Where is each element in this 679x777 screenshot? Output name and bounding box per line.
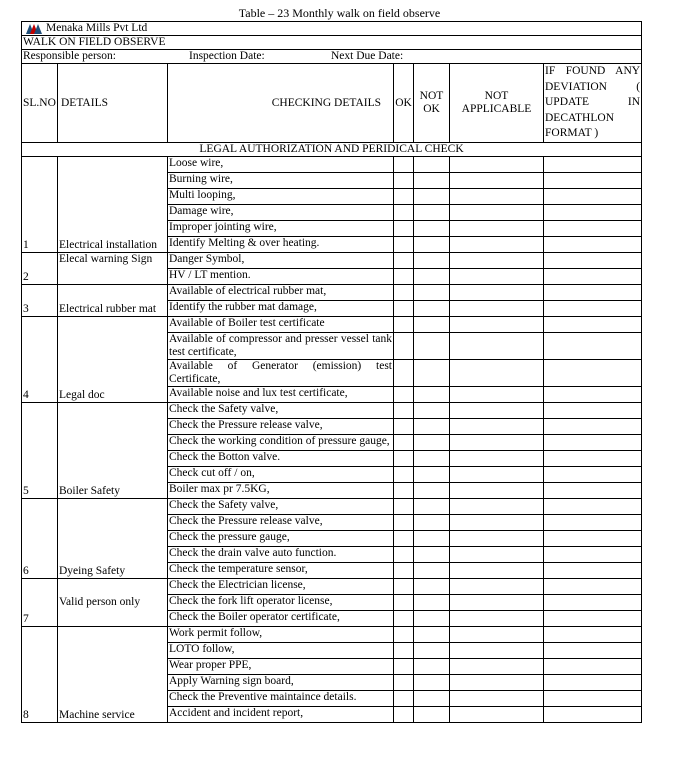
deviation-cell[interactable]	[544, 285, 642, 301]
table-row	[22, 317, 642, 333]
not-ok-cell[interactable]	[414, 515, 450, 531]
ok-cell[interactable]	[394, 173, 414, 189]
deviation-cell[interactable]	[544, 301, 642, 317]
checking-detail: Check the Botton valve.	[168, 451, 394, 467]
ok-cell[interactable]	[394, 285, 414, 301]
not-applicable-cell[interactable]	[450, 221, 544, 237]
deviation-cell[interactable]	[544, 483, 642, 499]
checking-detail: Check the Boiler operator certificate,	[168, 611, 394, 627]
detail-label: Electrical rubber mat	[58, 285, 168, 317]
serial-number: 5	[22, 403, 58, 499]
not-applicable-cell[interactable]	[450, 451, 544, 467]
deviation-cell[interactable]	[544, 403, 642, 419]
not-applicable-cell[interactable]	[450, 499, 544, 515]
table-row	[22, 253, 642, 269]
deviation-cell[interactable]	[544, 579, 642, 595]
not-applicable-cell[interactable]	[450, 579, 544, 595]
ok-cell[interactable]	[394, 467, 414, 483]
not-ok-cell[interactable]	[414, 675, 450, 691]
checking-detail: Wear proper PPE,	[168, 659, 394, 675]
checking-detail: Check the Pressure release valve,	[168, 515, 394, 531]
ok-cell[interactable]	[394, 403, 414, 419]
deviation-cell[interactable]	[544, 611, 642, 627]
not-applicable-cell[interactable]	[450, 691, 544, 707]
not-ok-cell[interactable]	[414, 435, 450, 451]
not-ok-cell[interactable]	[414, 451, 450, 467]
deviation-cell[interactable]	[544, 451, 642, 467]
deviation-cell[interactable]	[544, 563, 642, 579]
not-applicable-cell[interactable]	[450, 285, 544, 301]
deviation-cell[interactable]	[544, 627, 642, 643]
deviation-cell[interactable]	[544, 173, 642, 189]
detail-label: Elecal warning Sign	[58, 253, 168, 285]
col-header-slno: SL.NO	[22, 64, 58, 143]
not-applicable-cell[interactable]	[450, 435, 544, 451]
deviation-cell[interactable]	[544, 157, 642, 173]
next-due-date-field[interactable]: Next Due Date:	[331, 50, 404, 62]
not-applicable-cell[interactable]	[450, 595, 544, 611]
ok-cell[interactable]	[394, 579, 414, 595]
ok-cell[interactable]	[394, 627, 414, 643]
checking-detail: Check the drain valve auto function.	[168, 547, 394, 563]
deviation-cell[interactable]	[544, 360, 642, 387]
checking-detail: Burning wire,	[168, 173, 394, 189]
serial-number: 6	[22, 499, 58, 579]
not-applicable-cell[interactable]	[450, 403, 544, 419]
checking-detail: Apply Warning sign board,	[168, 675, 394, 691]
ok-cell[interactable]	[394, 675, 414, 691]
not-applicable-cell[interactable]	[450, 173, 544, 189]
not-applicable-cell[interactable]	[450, 419, 544, 435]
not-applicable-cell[interactable]	[450, 301, 544, 317]
table-row	[22, 499, 642, 515]
ok-cell[interactable]	[394, 515, 414, 531]
ok-cell[interactable]	[394, 643, 414, 659]
not-applicable-cell[interactable]	[450, 157, 544, 173]
checking-detail: Check the working condition of pressure gauge,	[168, 435, 394, 451]
not-applicable-cell[interactable]	[450, 317, 544, 333]
deviation-cell[interactable]	[544, 595, 642, 611]
detail-label: Machine service	[58, 627, 168, 723]
section-heading: LEGAL AUTHORIZATION AND PERIDICAL CHECK	[22, 143, 642, 157]
col-header-checking: CHECKING DETAILS	[168, 64, 394, 143]
checking-detail: Damage wire,	[168, 205, 394, 221]
company-cell	[22, 22, 642, 36]
checking-detail: Check the pressure gauge,	[168, 531, 394, 547]
deviation-cell[interactable]	[544, 221, 642, 237]
checking-detail: Boiler max pr 7.5KG,	[168, 483, 394, 499]
ok-cell[interactable]	[394, 451, 414, 467]
not-applicable-cell[interactable]	[450, 515, 544, 531]
deviation-cell[interactable]	[544, 531, 642, 547]
checking-detail: Check the fork lift operator license,	[168, 595, 394, 611]
deviation-cell[interactable]	[544, 189, 642, 205]
not-applicable-cell[interactable]	[450, 547, 544, 563]
serial-number: 2	[22, 253, 58, 285]
not-applicable-cell[interactable]	[450, 387, 544, 403]
ok-cell[interactable]	[394, 301, 414, 317]
not-ok-cell[interactable]	[414, 189, 450, 205]
not-ok-cell[interactable]	[414, 360, 450, 387]
table-row	[22, 579, 642, 595]
checking-detail: Identify Melting & over heating.	[168, 237, 394, 253]
checking-detail: Identify the rubber mat damage,	[168, 301, 394, 317]
not-applicable-cell[interactable]	[450, 269, 544, 285]
checking-detail: Available noise and lux test certificate,	[168, 387, 394, 403]
col-header-ok: OK	[394, 64, 414, 143]
deviation-cell[interactable]	[544, 691, 642, 707]
checking-detail: Check the Preventive maintaince details.	[168, 691, 394, 707]
detail-label: Dyeing Safety	[58, 499, 168, 579]
responsible-person-field[interactable]: Responsible person:	[23, 50, 116, 62]
deviation-cell[interactable]	[544, 547, 642, 563]
ok-cell[interactable]	[394, 360, 414, 387]
not-applicable-cell[interactable]	[450, 189, 544, 205]
table-caption: Table – 23 Monthly walk on field observe	[238, 6, 441, 20]
not-ok-cell[interactable]	[414, 419, 450, 435]
not-ok-cell[interactable]	[414, 285, 450, 301]
not-ok-cell[interactable]	[414, 205, 450, 221]
ok-cell[interactable]	[394, 707, 414, 723]
not-ok-cell[interactable]	[414, 483, 450, 499]
not-ok-cell[interactable]	[414, 221, 450, 237]
not-ok-cell[interactable]	[414, 659, 450, 675]
not-applicable-cell[interactable]	[450, 643, 544, 659]
ok-cell[interactable]	[394, 253, 414, 269]
deviation-cell[interactable]	[544, 707, 642, 723]
ok-cell[interactable]	[394, 595, 414, 611]
not-applicable-cell[interactable]	[450, 333, 544, 360]
checking-detail: Loose wire,	[168, 157, 394, 173]
company-logo-icon	[26, 24, 42, 34]
not-ok-cell[interactable]	[414, 643, 450, 659]
not-ok-cell[interactable]	[414, 333, 450, 360]
checking-detail: Check the Safety valve,	[168, 403, 394, 419]
not-ok-cell[interactable]	[414, 237, 450, 253]
deviation-cell[interactable]	[544, 387, 642, 403]
serial-number: 4	[22, 317, 58, 403]
not-ok-cell[interactable]	[414, 157, 450, 173]
not-ok-cell[interactable]	[414, 595, 450, 611]
col-header-details: DETAILS	[58, 64, 168, 143]
not-ok-cell[interactable]	[414, 467, 450, 483]
checking-detail: Available of Boiler test certificate	[168, 317, 394, 333]
checking-detail: Work permit follow,	[168, 627, 394, 643]
not-applicable-cell[interactable]	[450, 563, 544, 579]
not-applicable-cell[interactable]	[450, 659, 544, 675]
not-ok-cell[interactable]	[414, 707, 450, 723]
deviation-cell[interactable]	[544, 253, 642, 269]
not-ok-cell[interactable]	[414, 547, 450, 563]
deviation-cell[interactable]	[544, 205, 642, 221]
detail-label: Boiler Safety	[58, 403, 168, 499]
detail-label: Electrical installation	[58, 157, 168, 253]
ok-cell[interactable]	[394, 387, 414, 403]
table-row	[22, 403, 642, 419]
deviation-cell[interactable]	[544, 659, 642, 675]
not-applicable-cell[interactable]	[450, 360, 544, 387]
not-applicable-cell[interactable]	[450, 611, 544, 627]
deviation-cell[interactable]	[544, 675, 642, 691]
deviation-cell[interactable]	[544, 499, 642, 515]
company-name: Menaka Mills Pvt Ltd	[46, 22, 148, 34]
not-ok-cell[interactable]	[414, 579, 450, 595]
deviation-cell[interactable]	[544, 333, 642, 360]
ok-cell[interactable]	[394, 419, 414, 435]
not-ok-cell[interactable]	[414, 317, 450, 333]
ok-cell[interactable]	[394, 221, 414, 237]
not-applicable-cell[interactable]	[450, 237, 544, 253]
not-ok-cell[interactable]	[414, 387, 450, 403]
table-row	[22, 285, 642, 301]
checking-detail: Improper jointing wire,	[168, 221, 394, 237]
ok-cell[interactable]	[394, 269, 414, 285]
detail-label: Valid person only	[58, 579, 168, 627]
ok-cell[interactable]	[394, 333, 414, 360]
ok-cell[interactable]	[394, 317, 414, 333]
not-applicable-cell[interactable]	[450, 627, 544, 643]
deviation-cell[interactable]	[544, 467, 642, 483]
deviation-cell[interactable]	[544, 419, 642, 435]
col-header-not-applicable: NOT APPLICABLE	[450, 64, 544, 143]
ok-cell[interactable]	[394, 499, 414, 515]
ok-cell[interactable]	[394, 483, 414, 499]
checking-detail: Check the temperature sensor,	[168, 563, 394, 579]
deviation-cell[interactable]	[544, 435, 642, 451]
deviation-cell[interactable]	[544, 237, 642, 253]
serial-number: 8	[22, 627, 58, 723]
ok-cell[interactable]	[394, 531, 414, 547]
ok-cell[interactable]	[394, 659, 414, 675]
ok-cell[interactable]	[394, 547, 414, 563]
ok-cell[interactable]	[394, 237, 414, 253]
not-ok-cell[interactable]	[414, 499, 450, 515]
not-ok-cell[interactable]	[414, 563, 450, 579]
not-applicable-cell[interactable]	[450, 675, 544, 691]
checking-detail: Available of compressor and presser vessel tank test certificate,	[169, 333, 392, 358]
serial-number: 3	[22, 285, 58, 317]
col-header-not-ok: NOT OK	[414, 64, 450, 143]
serial-number: 1	[22, 157, 58, 253]
not-ok-cell[interactable]	[414, 269, 450, 285]
not-ok-cell[interactable]	[414, 691, 450, 707]
deviation-cell[interactable]	[544, 643, 642, 659]
table-row	[22, 157, 642, 173]
not-applicable-cell[interactable]	[450, 205, 544, 221]
meta-row	[22, 50, 642, 64]
ok-cell[interactable]	[394, 205, 414, 221]
checking-detail: Check cut off / on,	[168, 467, 394, 483]
not-ok-cell[interactable]	[414, 627, 450, 643]
not-ok-cell[interactable]	[414, 531, 450, 547]
checking-detail: Check the Pressure release valve,	[168, 419, 394, 435]
checking-detail: HV / LT mention.	[168, 269, 394, 285]
not-ok-cell[interactable]	[414, 301, 450, 317]
serial-number: 7	[22, 579, 58, 627]
ok-cell[interactable]	[394, 435, 414, 451]
not-ok-cell[interactable]	[414, 403, 450, 419]
not-applicable-cell[interactable]	[450, 467, 544, 483]
ok-cell[interactable]	[394, 189, 414, 205]
ok-cell[interactable]	[394, 563, 414, 579]
not-applicable-cell[interactable]	[450, 531, 544, 547]
not-applicable-cell[interactable]	[450, 483, 544, 499]
deviation-cell[interactable]	[544, 515, 642, 531]
detail-label: Legal doc	[58, 317, 168, 403]
ok-cell[interactable]	[394, 691, 414, 707]
checking-detail: LOTO follow,	[168, 643, 394, 659]
deviation-cell[interactable]	[544, 269, 642, 285]
checking-detail: Multi looping,	[168, 189, 394, 205]
not-applicable-cell[interactable]	[450, 707, 544, 723]
inspection-date-field[interactable]: Inspection Date:	[189, 50, 265, 62]
not-ok-cell[interactable]	[414, 253, 450, 269]
not-applicable-cell[interactable]	[450, 253, 544, 269]
checking-detail: Check the Safety valve,	[168, 499, 394, 515]
col-header-deviation: IF FOUND ANY DEVIATION ( UPDATE IN DECATHLON FORMAT )	[544, 64, 642, 143]
ok-cell[interactable]	[394, 611, 414, 627]
checking-detail: Available of electrical rubber mat,	[168, 285, 394, 301]
table-row	[22, 627, 642, 643]
not-ok-cell[interactable]	[414, 173, 450, 189]
deviation-cell[interactable]	[544, 317, 642, 333]
form-title: WALK ON FIELD OBSERVE	[22, 36, 642, 50]
checking-detail: Accident and incident report,	[168, 707, 394, 723]
checking-detail: Danger Symbol,	[168, 253, 394, 269]
inspection-table	[21, 21, 642, 723]
checking-detail: Available of Generator (emission) test Certificate,	[169, 360, 392, 385]
checking-detail: Check the Electrician license,	[168, 579, 394, 595]
ok-cell[interactable]	[394, 157, 414, 173]
not-ok-cell[interactable]	[414, 611, 450, 627]
